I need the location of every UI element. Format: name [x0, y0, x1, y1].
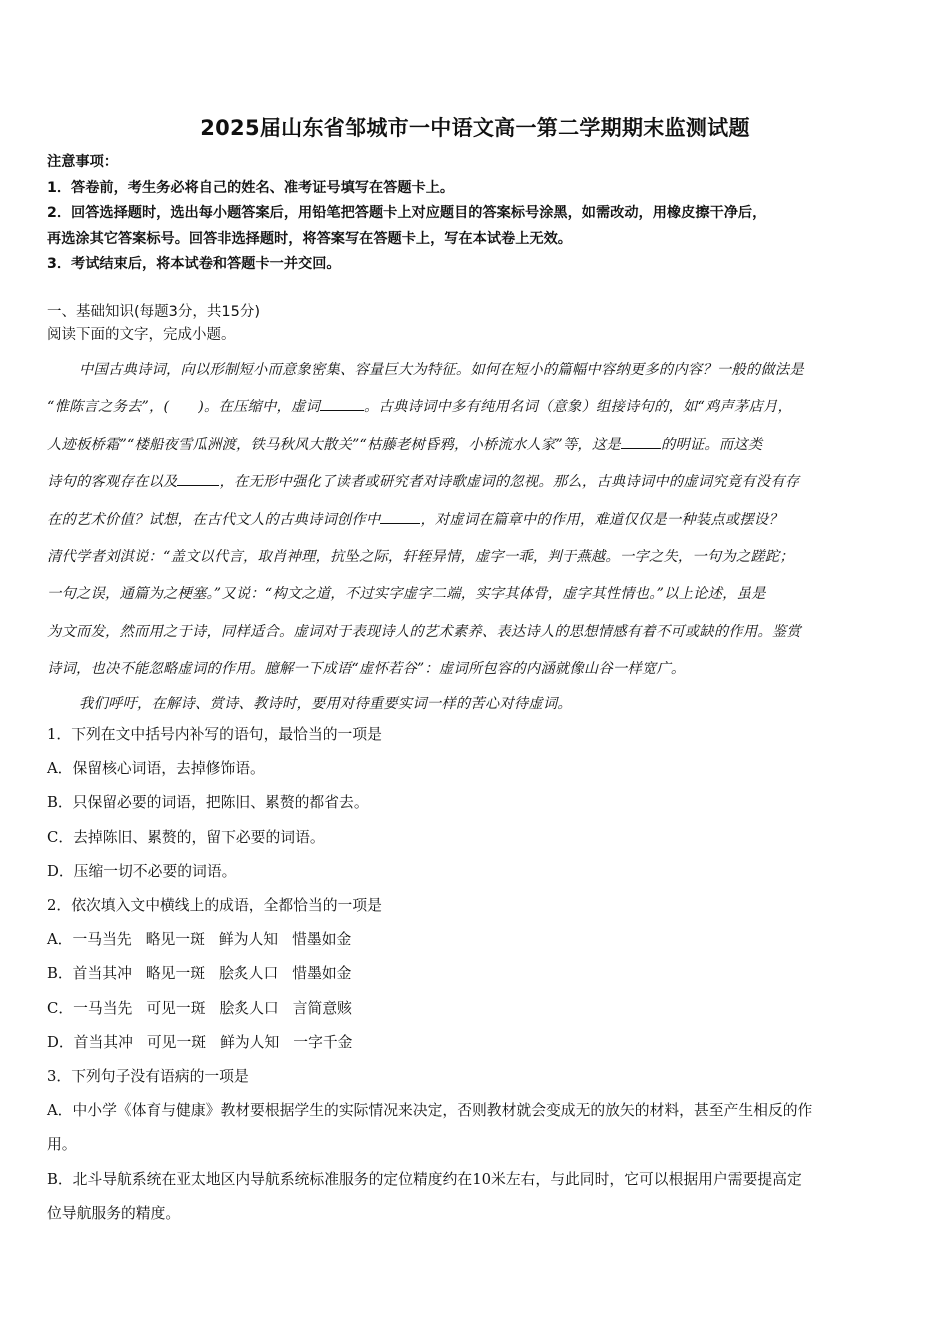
idiom: 一马当先	[73, 999, 133, 1017]
fill-blank-3	[177, 469, 219, 486]
passage-text: “惟陈言之务去”，( )。在压缩中，虚词	[47, 399, 321, 416]
option-label: C．	[47, 999, 74, 1017]
option-a	[47, 923, 907, 957]
passage-line: 为文而发，然而用之于诗，同样适合。虚词对于表现诗人的艺术素养、表达诗人的思想情感有着不可或缺的作用。鉴赏	[47, 623, 801, 640]
fill-blank-2	[621, 432, 661, 449]
passage-text: 诗句的客观存在以及	[47, 474, 178, 491]
idiom: 略见一斑	[145, 931, 205, 949]
option-b-cont: 位导航服务的精度。	[47, 1204, 181, 1222]
section-heading: 一、基础知识(每题3分，共15分)	[47, 304, 260, 320]
passage-line: 诗词，也决不能忽略虚词的作用。臆解一下成语“虚怀若谷”：虚词所包容的内涵就像山谷一样宽广。	[47, 661, 686, 678]
question-stem: 1．下列在文中括号内补写的语句，最恰当的一项是	[47, 726, 382, 743]
questions	[47, 718, 907, 1231]
passage-text: 在的艺术价值？试想，在古代文人的古典诗词创作中	[47, 511, 381, 528]
reading-passage	[47, 352, 907, 719]
passage-text: ，在无形中强化了读者或研究者对诗歌虚词的忽视。那么，古典诗词中的虚词究竟有没有存	[219, 474, 800, 491]
idiom: 鲜为人知	[218, 931, 279, 949]
idiom: 可见一斑	[146, 999, 206, 1017]
question-stem: 3．下列句子没有语病的一项是	[47, 1068, 249, 1086]
idiom: 言简意赅	[292, 999, 352, 1017]
idiom: 首当其冲	[72, 965, 132, 983]
passage-line	[47, 427, 907, 464]
option-d	[47, 1026, 907, 1060]
option-b: B．只保留必要的词语，把陈旧、累赘的都省去。	[47, 794, 369, 812]
notice-item: 再选涂其它答案标号。回答非选择题时，将答案写在答题卡上，写在本试卷上无效。	[47, 230, 572, 247]
passage-line: 我们呼吁，在解诗、赏诗、教诗时，要用对待重要实词一样的苦心对待虚词。	[79, 695, 572, 712]
idiom: 惜墨如金	[292, 931, 352, 949]
idiom: 略见一斑	[145, 965, 206, 983]
option-b	[47, 957, 907, 991]
idiom: 一字千金	[293, 1033, 353, 1051]
passage-line: 清代学者刘淇说：“盖文以代言，取肖神理，抗坠之际，轩轾异情，虚字一乖，判于燕越。一字之失，一句为之蹉跎；	[47, 549, 794, 566]
idiom: 脍炙人口	[219, 965, 279, 983]
option-a: A．中小学《体育与健康》教材要根据学生的实际情况来决定，否则教材就会变成无的放矢的材料，甚至产生相反的作	[47, 1102, 813, 1120]
passage-line	[47, 502, 907, 539]
option-a-cont: 用。	[47, 1136, 77, 1154]
option-label: D．	[47, 1033, 74, 1051]
passage-text: ，对虚词在篇章中的作用，难道仅仅是一种装点或摆设？	[420, 511, 783, 528]
option-label: A．	[47, 931, 73, 949]
section-lead: 阅读下面的文字，完成小题。	[47, 327, 236, 343]
passage-text: 的明证。而这类	[660, 436, 763, 453]
notice-item: 2．回答选择题时，选出每小题答案后，用铅笔把答题卡上对应题目的答案标号涂黑，如需改动，用橡皮擦干净后，	[47, 205, 767, 221]
idiom: 一马当先	[72, 931, 132, 949]
passage-text: 人迹板桥霜”“楼船夜雪瓜洲渡，铁马秋风大散关”“枯藤老树昏鸦，小桥流水人家”等，这是	[47, 436, 621, 453]
idiom: 首当其冲	[73, 1033, 133, 1051]
option-c: C．去掉陈旧、累赘的，留下必要的词语。	[47, 828, 325, 846]
option-a: A．保留核心词语，去掉修饰语。	[47, 760, 265, 778]
passage-line	[47, 464, 907, 501]
option-b: B．北斗导航系统在亚太地区内导航系统标准服务的定位精度约在10米左右，与此同时，它可以根据用户需要提高定	[47, 1170, 802, 1188]
passage-line: 中国古典诗词，向以形制短小而意象密集、容量巨大为特征。如何在短小的篇幅中容纳更多的内容？一般的做法是	[79, 362, 804, 378]
passage-text: 。古典诗词中多有纯用名词（意象）组接诗句的，如“鸡声茅店月，	[364, 399, 792, 416]
idiom: 可见一斑	[146, 1033, 207, 1051]
fill-blank-4	[380, 507, 420, 524]
passage-line: 一句之误，通篇为之梗塞。”又说：“构文之道，不过实字虚字二端，实字其体骨，虚字其性情也。”以上论述，虽是	[47, 586, 766, 603]
idiom: 惜墨如金	[292, 965, 352, 983]
notice-block	[47, 150, 907, 278]
fill-blank-1	[320, 394, 364, 411]
idiom: 脍炙人口	[219, 999, 279, 1017]
notice-item: 3．考试结束后，将本试卷和答题卡一并交回。	[47, 256, 341, 272]
option-d: D．压缩一切不必要的词语。	[47, 862, 237, 880]
option-c	[47, 992, 907, 1026]
notice-item: 1．答卷前，考生务必将自己的姓名、准考证号填写在答题卡上。	[47, 179, 455, 196]
option-label: B．	[47, 965, 73, 983]
passage-line	[47, 389, 907, 426]
idiom: 鲜为人知	[220, 1033, 280, 1051]
page-title: 2025届山东省邹城市一中语文高一第二学期期末监测试题	[200, 116, 750, 140]
notice-heading: 注意事项：	[47, 154, 118, 170]
question-stem: 2．依次填入文中横线上的成语，全都恰当的一项是	[47, 897, 382, 915]
